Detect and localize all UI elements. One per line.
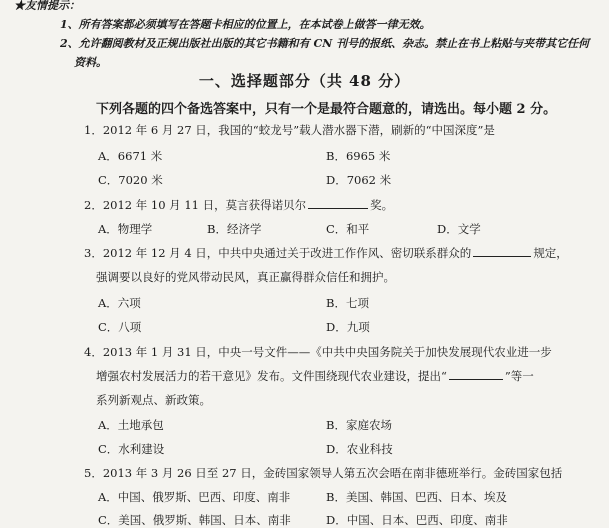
question-2-option-a: A．物理学 [98, 222, 153, 236]
question-3-option-c: C．八项 [98, 320, 142, 334]
question-4-stem-line-3: 系列新观点、新政策。 [96, 393, 211, 407]
section-instruction: 下列各题的四个备选答案中，只有一个是最符合题意的，请选出。每小题 2 分。 [96, 102, 557, 117]
question-3-stem-before: 3．2012 年 12 月 4 日，中共中央通过关于改进工作作风、密切联系群众的 [84, 246, 472, 260]
question-1-option-a: A．6671 米 [98, 149, 163, 163]
question-4-stem-line-2 [96, 368, 534, 384]
answer-blank [308, 197, 368, 209]
question-5-option-b: B．美国、韩国、巴西、日本、埃及 [326, 490, 507, 504]
question-2-option-d: D．文学 [437, 222, 481, 236]
question-2-stem-after: 奖。 [370, 198, 394, 212]
notice-header: ★友情提示： [14, 0, 80, 12]
question-4-stem-line-1: 4．2013 年 1 月 31 日，中央一号文件——《中共中央国务院关于加快发展现代农业进一步 [84, 345, 552, 359]
question-5-option-d: D．中国、日本、巴西、印度、南非 [326, 513, 508, 527]
question-3-option-b: B．七项 [326, 296, 369, 310]
question-1-option-b: B．6965 米 [326, 149, 391, 163]
question-3-option-a: A．六项 [98, 296, 141, 310]
question-2-option-b: B．经济学 [207, 222, 262, 236]
friendly-notice [14, 0, 594, 72]
question-1-stem: 1．2012 年 6 月 27 日，我国的“蛟龙号”载人潜水器下潜，刷新的“中国深度”是 [84, 123, 495, 137]
question-2-stem [84, 197, 393, 213]
notice-item-1: 1、所有答案都必须填写在答题卡相应的位置上，在本试卷上做答一律无效。 [60, 18, 431, 31]
question-1-option-d: D．7062 米 [326, 173, 392, 187]
answer-blank [449, 368, 503, 380]
question-3-stem-line-2: 强调要以良好的党风带动民风，真正赢得群众信任和拥护。 [96, 270, 395, 284]
section-title: 一、选择题部分（共 48 分） [198, 72, 411, 90]
question-5-stem: 5．2013 年 3 月 26 日至 27 日，金砖国家领导人第五次会晤在南非德班举行。金砖国家包括 [84, 466, 563, 480]
question-4-option-a: A．土地承包 [98, 418, 164, 432]
question-2-stem-before: 2．2012 年 10 月 11 日，莫言获得诺贝尔 [84, 198, 307, 212]
question-4-stem-after: ”等一 [504, 369, 534, 383]
question-4-option-b: B．家庭农场 [326, 418, 392, 432]
question-2-option-c: C．和平 [326, 222, 370, 236]
question-4-option-d: D．农业科技 [326, 442, 393, 456]
question-5-option-a: A．中国、俄罗斯、巴西、印度、南非 [98, 490, 291, 504]
question-3-stem-after: 规定， [533, 246, 568, 260]
answer-blank [473, 245, 531, 257]
question-4-stem-before: 增强农村发展活力的若干意见》发布。文件围绕现代农业建设，提出“ [96, 369, 447, 383]
question-1-option-c: C．7020 米 [98, 173, 163, 187]
question-3-option-d: D．九项 [326, 320, 370, 334]
question-4-option-c: C．水利建设 [98, 442, 165, 456]
question-5-option-c: C．美国、俄罗斯、韩国、日本、南非 [98, 513, 291, 527]
notice-item-2: 2、允许翻阅教材及正规出版社出版的其它书籍和有 CN 刊号的报纸、杂志。禁止在书上粘贴与夹带其它任何资料。 [60, 37, 590, 69]
question-3-stem-line-1 [84, 245, 568, 261]
